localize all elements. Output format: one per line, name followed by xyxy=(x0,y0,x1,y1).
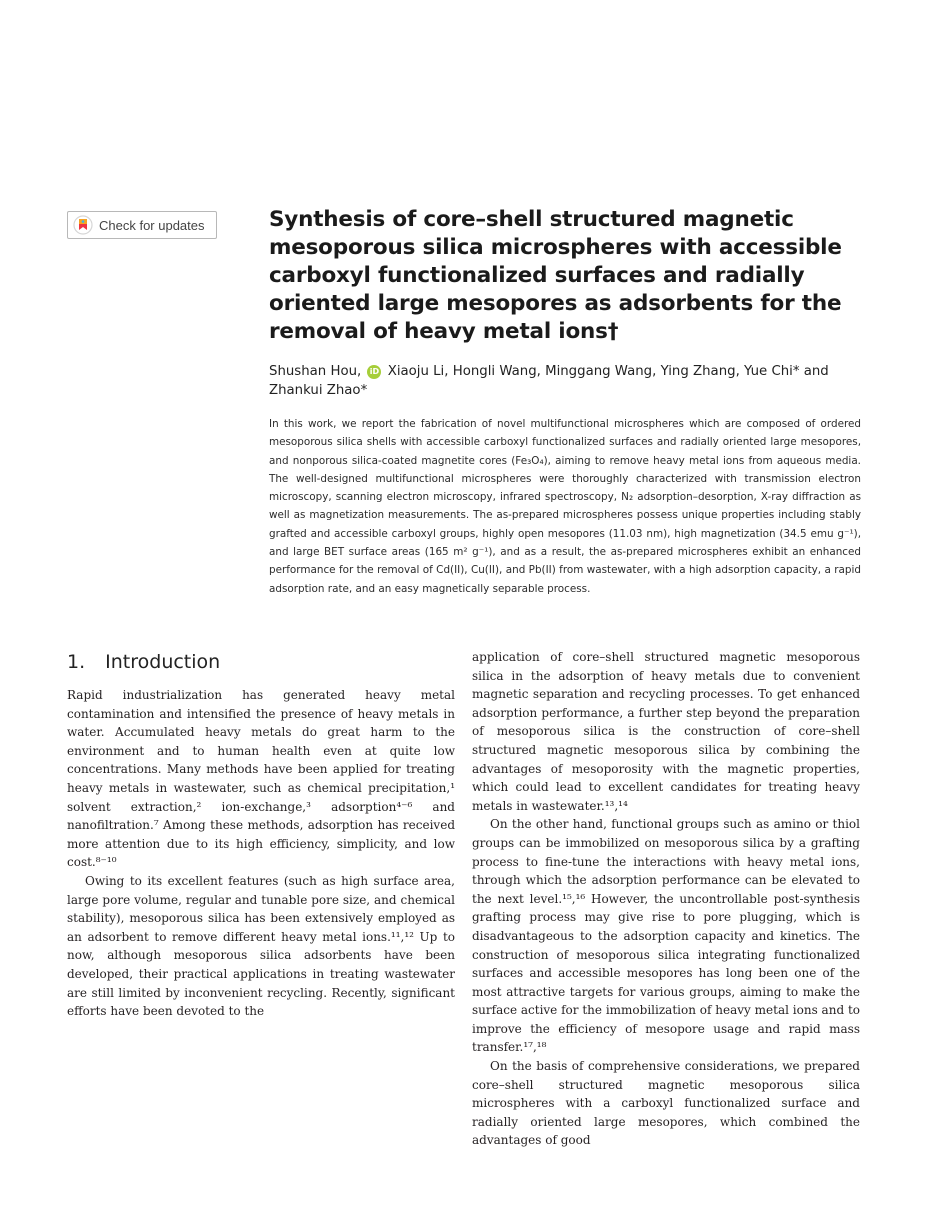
abstract: In this work, we report the fabrication of novel multifunctional microspheres which are composed of ordered mesoporous silica shells with accessible carboxyl functionalized surfaces and radially oriented large mesopores, and nonporous silica-coated magnetite cores (Fe₃O₄), aiming to remove heavy metal ions from aqueous media. The well-designed multifunctional microspheres were thoroughly characterized with transmission electron microscopy, scanning electron microscopy, infrared spectroscopy, N₂ adsorption–desorption, X-ray diffraction as well as magnetization measurements. The as-prepared microspheres possess unique properties including stably grafted and accessible carboxyl groups, highly open mesopores (11.03 nm), high magnetization (34.5 emu g⁻¹), and large BET surface areas (165 m² g⁻¹), and as a result, the as-prepared microspheres exhibit an enhanced performance for the removal of Cd(II), Cu(II), and Pb(II) from wastewater, with a high adsorption capacity, a rapid adsorption rate, and an easy magnetically separable process. xyxy=(269,418,861,595)
body-paragraph: application of core–shell structured magnetic mesoporous silica in the adsorption of heavy metals due to convenient magnetic separation and recycling processes. To get enhanced adsorption performance, a further step beyond the preparation of mesoporous silica is the construction of core–shell structured magnetic mesoporous silica by combining the advantages of mesoporosity with the magnetic properties, which could lead to excellent candidates for treating heavy metals in wastewater.¹³,¹⁴ xyxy=(472,650,860,813)
body-paragraph: On the other hand, functional groups such as amino or thiol groups can be immobilized on mesoporous silica by a grafting process to fine-tune the interactions with heavy metal ions, through which the adsorption performance can be elevated to the next level.¹⁵,¹⁶ However, the uncontrollable post-synthesis grafting process may give rise to pore plugging, which is disadvantageous to the adsorption capacity and kinetics. The construction of mesoporous silica integrating functionalized surfaces and accessible mesopores has long been one of the most attractive targets for various groups, aiming to make the surface active for the immobilization of heavy metal ions and to improve the efficiency of mesopore usage and rapid mass transfer.¹⁷,¹⁸ xyxy=(472,817,860,1055)
body-paragraph: Rapid industrialization has generated heavy metal contamination and intensified the presence of heavy metals in water. Accumulated heavy metals do great harm to the environment and to human health even at quite low concentrations. Many methods have been applied for treating heavy metals in wastewater, such as chemical precipitation,¹ solvent extraction,² ion-exchange,³ adsorption⁴⁻⁶ and nanofiltration.⁷ Among these methods, adsorption has received more attention due to its high efficiency, simplicity, and low cost.⁸⁻¹⁰ xyxy=(67,688,455,870)
author-list xyxy=(269,362,869,400)
check-for-updates-label: Check for updates xyxy=(99,217,205,233)
body-paragraph: Owing to its excellent features (such as high surface area, large pore volume, regular and tunable pore size, and chemical stability), mesoporous silica has been extensively employed as an adsorbent to remove different heavy metal ions.¹¹,¹² Up to now, although mesoporous silica adsorbents have been developed, their practical applications in treating wastewater are still limited by inconvenient recycling. Recently, significant efforts have been devoted to the xyxy=(67,873,455,1019)
check-for-updates-badge[interactable] xyxy=(67,211,217,239)
first-author: Shushan Hou, xyxy=(269,364,362,379)
body-paragraph: On the basis of comprehensive considerations, we prepared core–shell structured magnetic mesoporous silica microspheres with a carboxyl functionalized surface and radially oriented large mesopores, which combined the advantages of good xyxy=(472,1059,860,1148)
right-column xyxy=(472,648,860,1150)
article-title: Synthesis of core–shell structured magnetic mesoporous silica microspheres with accessible carboxyl functionalized surfaces and radially oriented large mesopores as adsorbents for the removal of heavy metal ions† xyxy=(269,207,842,344)
co-authors: Xiaoju Li, Hongli Wang, Minggang Wang, Ying Zhang, Yue Chi* and Zhankui Zhao* xyxy=(269,364,829,398)
orcid-icon[interactable]: iD xyxy=(367,365,381,379)
crossmark-icon xyxy=(73,215,93,235)
section-title: Introduction xyxy=(105,651,221,673)
section-number: 1. xyxy=(67,651,86,673)
left-column xyxy=(67,686,455,1021)
section-heading xyxy=(67,649,220,675)
